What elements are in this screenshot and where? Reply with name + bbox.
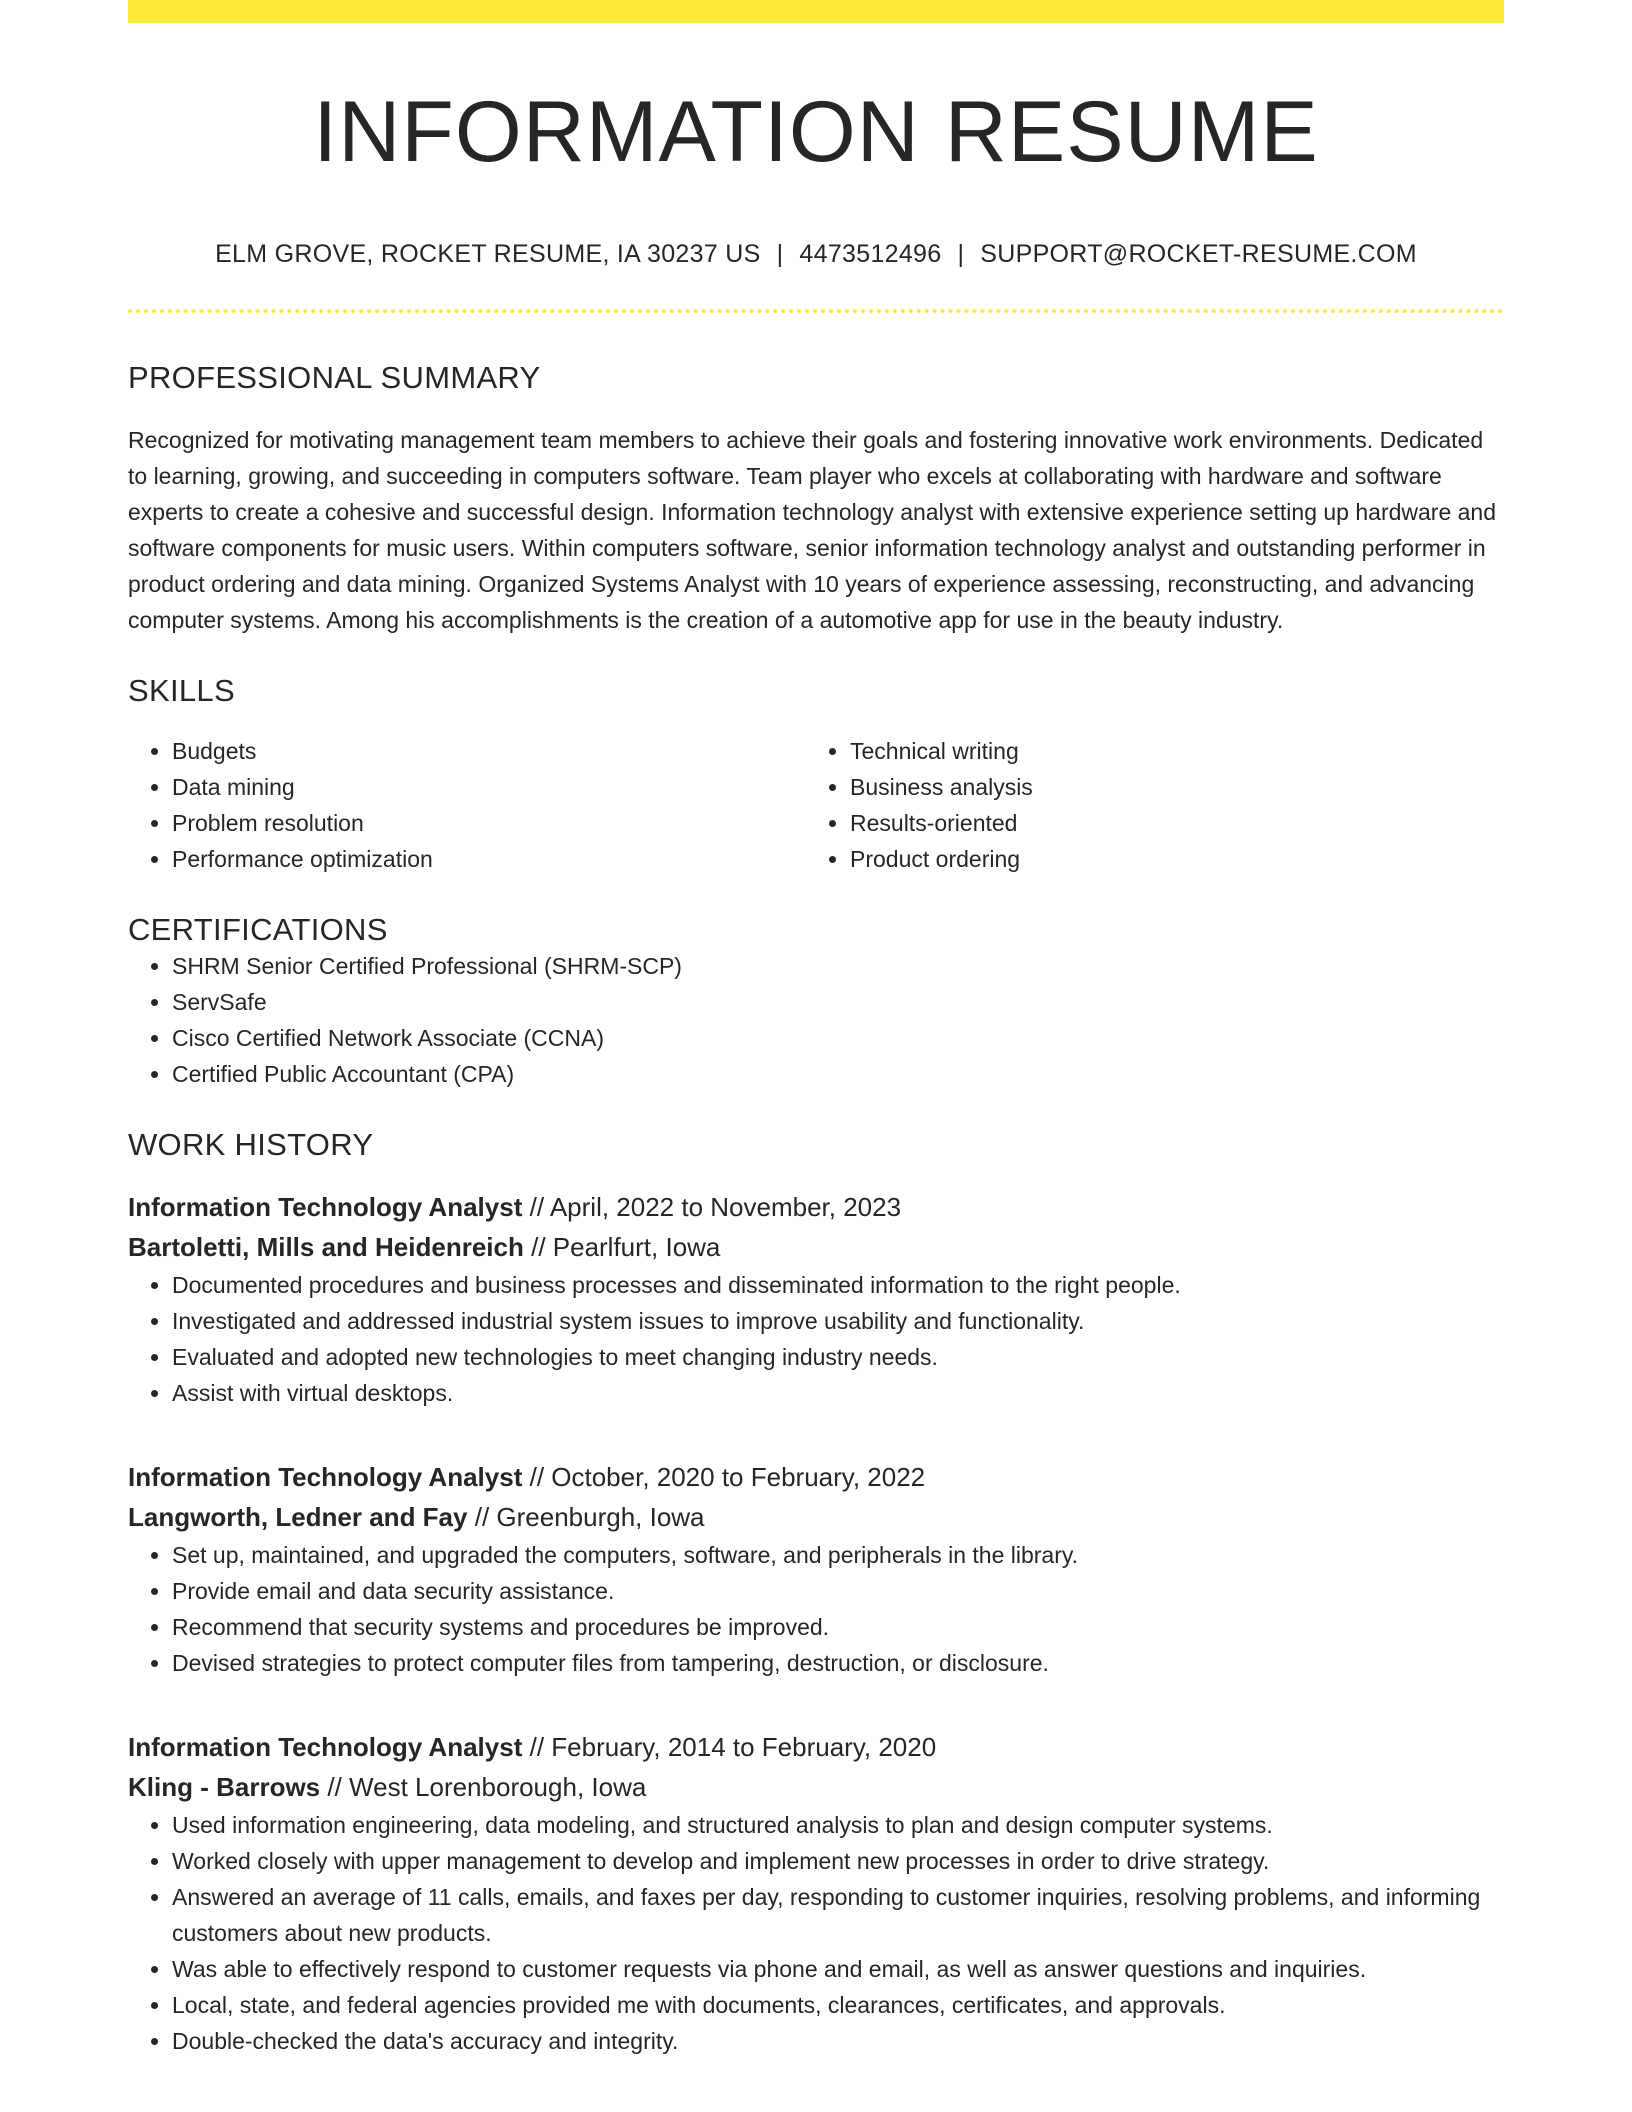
skill-item: • Performance optimization (172, 841, 806, 877)
resume-page (128, 0, 1504, 2059)
job-title-line (128, 1727, 1504, 1767)
job-bullet: • Investigated and addressed industrial system issues to improve usability and functionality. (172, 1303, 1504, 1339)
accent-top-bar (128, 0, 1504, 23)
job-company-line (128, 1497, 1504, 1537)
job-title-line (128, 1187, 1504, 1227)
certification-item: • SHRM Senior Certified Professional (SHRM-SCP) (172, 948, 1504, 984)
job-bullet: • Set up, maintained, and upgraded the computers, software, and peripherals in the library. (172, 1537, 1504, 1573)
job-bullet: • Local, state, and federal agencies provided me with documents, clearances, certificates, and approvals. (172, 1987, 1504, 2023)
job-location: // West Lorenborough, Iowa (327, 1772, 647, 1803)
job-bullet: • Used information engineering, data modeling, and structured analysis to plan and design computer systems. (172, 1807, 1504, 1843)
contact-phone: 4473512496 (799, 239, 942, 268)
resume-name: INFORMATION RESUME (313, 84, 1319, 180)
contact-address: ELM GROVE, ROCKET RESUME, IA 30237 US (215, 239, 761, 268)
skills-list-right (806, 733, 1484, 877)
job-bullets (128, 1267, 1504, 1411)
job-role: Information Technology Analyst (128, 1192, 523, 1223)
skills-list-left (128, 733, 806, 877)
job-bullet: • Provide email and data security assistance. (172, 1573, 1504, 1609)
job-entry (128, 1187, 1504, 1411)
job-location: // Greenburgh, Iowa (474, 1502, 705, 1533)
job-company: Bartoletti, Mills and Heidenreich (128, 1232, 524, 1263)
job-bullets (128, 1537, 1504, 1681)
certification-item: • Cisco Certified Network Associate (CCNA) (172, 1020, 1504, 1056)
certifications-heading: CERTIFICATIONS (128, 911, 388, 947)
work-history-heading: WORK HISTORY (128, 1127, 374, 1163)
contact-separator: | (957, 239, 965, 268)
job-bullet: • Documented procedures and business processes and disseminated information to the right people. (172, 1267, 1504, 1303)
skill-item: • Technical writing (850, 733, 1484, 769)
job-bullet: • Devised strategies to protect computer files from tampering, destruction, or disclosure. (172, 1645, 1504, 1681)
job-bullets (128, 1807, 1504, 2059)
contact-line (128, 240, 1504, 269)
job-bullet: • Recommend that security systems and procedures be improved. (172, 1609, 1504, 1645)
job-entry (128, 1457, 1504, 1681)
job-bullet: • Was able to effectively respond to customer requests via phone and email, as well as answer questions and inquiries. (172, 1951, 1504, 1987)
summary-text: Recognized for motivating management team members to achieve their goals and fostering innovative work environments. Dedicated to learning, growing, and succeeding in computers software. Team player who excels at collaborating with hardware and software experts to create a cohesive and successful design. Information technology analyst with extensive experience setting up hardware and software components for music users. Within computers software, senior information technology analyst and outstanding performer in product ordering and data mining. Organized Systems Analyst with 10 years of experience assessing, reconstructing, and advancing computer systems. Among his accomplishments is the creation of a automotive app for use in the beauty industry. (128, 426, 1497, 633)
skill-item: • Results-oriented (850, 805, 1484, 841)
job-dates: // April, 2022 to November, 2023 (529, 1192, 902, 1223)
certifications-list (128, 948, 1504, 1092)
certification-item: • Certified Public Accountant (CPA) (172, 1056, 1504, 1092)
contact-email: SUPPORT@ROCKET-RESUME.COM (980, 239, 1417, 268)
summary-heading: PROFESSIONAL SUMMARY (128, 359, 541, 395)
job-title-line (128, 1457, 1504, 1497)
certification-item: • ServSafe (172, 984, 1504, 1020)
job-dates: // February, 2014 to February, 2020 (529, 1732, 937, 1763)
skills-heading: SKILLS (128, 672, 235, 708)
job-entry (128, 1727, 1504, 2059)
skill-item: • Problem resolution (172, 805, 806, 841)
skill-item: • Budgets (172, 733, 806, 769)
skill-item: • Data mining (172, 769, 806, 805)
job-company: Langworth, Ledner and Fay (128, 1502, 468, 1533)
job-bullet: • Evaluated and adopted new technologies to meet changing industry needs. (172, 1339, 1504, 1375)
job-bullet: • Worked closely with upper management to develop and implement new processes in order to drive strategy. (172, 1843, 1504, 1879)
skill-item: • Business analysis (850, 769, 1484, 805)
job-location: // Pearlfurt, Iowa (531, 1232, 721, 1263)
contact-separator: | (776, 239, 784, 268)
job-bullet: • Double-checked the data's accuracy and integrity. (172, 2023, 1504, 2059)
dotted-divider (128, 309, 1504, 313)
job-company-line (128, 1227, 1504, 1267)
job-bullet: • Answered an average of 11 calls, emails, and faxes per day, responding to customer inquiries, resolving problems, and informing customers about new products. (172, 1879, 1504, 1951)
skills-grid (128, 733, 1504, 877)
job-bullet: • Assist with virtual desktops. (172, 1375, 1504, 1411)
job-dates: // October, 2020 to February, 2022 (529, 1462, 926, 1493)
job-role: Information Technology Analyst (128, 1462, 523, 1493)
job-company-line (128, 1767, 1504, 1807)
skill-item: • Product ordering (850, 841, 1484, 877)
job-company: Kling - Barrows (128, 1772, 321, 1803)
job-role: Information Technology Analyst (128, 1732, 523, 1763)
